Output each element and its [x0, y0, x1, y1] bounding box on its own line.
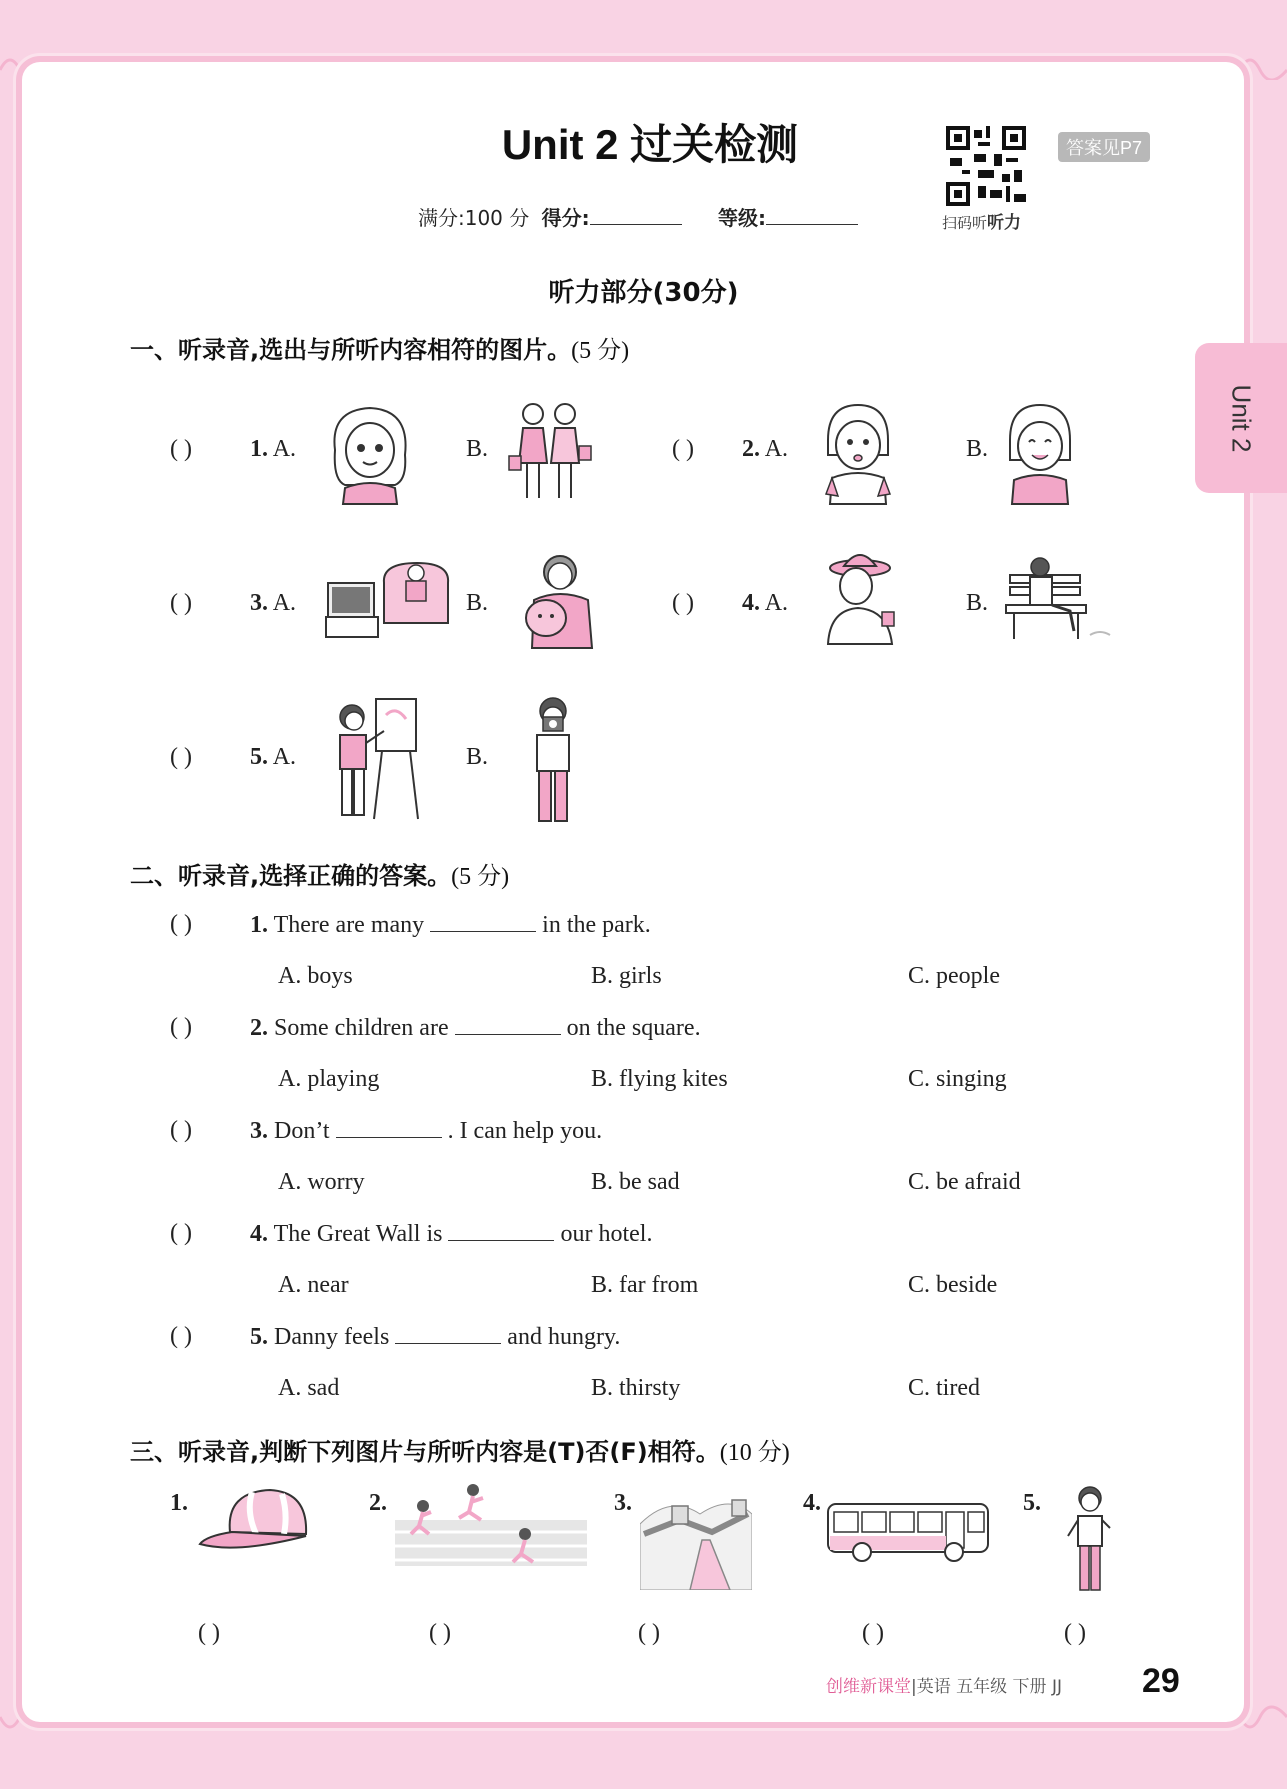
answer-blank[interactable] [395, 1323, 501, 1344]
item-number: 4. [250, 1221, 268, 1247]
qr-caption-prefix: 扫码听 [942, 215, 988, 232]
part3-heading-text: 三、听录音,判断下列图片与所听内容是(T)否(F)相符。 [130, 1438, 720, 1466]
part3-heading [130, 1432, 790, 1467]
sentence-before: Don’t [274, 1118, 330, 1144]
part2-question [250, 1117, 602, 1145]
option-c[interactable]: C. singing [908, 1066, 1007, 1092]
full-score-text: 满分:100 分 [418, 206, 530, 230]
answer-paren[interactable]: ( ) [170, 590, 192, 616]
boy-on-bench-icon[interactable] [1000, 555, 1118, 645]
item-number: 4. [803, 1490, 821, 1516]
option-b[interactable]: B. girls [591, 963, 662, 989]
tv-sofa-icon[interactable] [322, 553, 454, 643]
cap-icon[interactable] [196, 1486, 311, 1556]
sentence-after: . I can help you. [447, 1118, 603, 1144]
option-a[interactable]: A. near [278, 1272, 349, 1298]
answer-paren[interactable]: ( ) [170, 911, 192, 937]
part2-points: (5 分) [451, 864, 510, 890]
item-number: 2. [742, 436, 760, 462]
part2-question [250, 1323, 620, 1351]
option-c[interactable]: C. beside [908, 1272, 998, 1298]
score-blank[interactable] [590, 206, 682, 225]
option-c[interactable]: C. be afraid [908, 1169, 1021, 1195]
option-b[interactable]: B. far from [591, 1272, 699, 1298]
item-number: 3. [614, 1490, 632, 1516]
answer-paren[interactable]: ( ) [170, 1014, 192, 1040]
option-a-label: A. [272, 436, 297, 462]
girl-long-hair-icon[interactable] [325, 400, 415, 505]
item-number: 5. [250, 744, 268, 770]
answer-paren[interactable]: ( ) [170, 744, 192, 770]
answer-paren[interactable]: ( ) [862, 1620, 884, 1646]
part1-heading-text: 一、听录音,选出与所听内容相符的图片。 [130, 336, 572, 364]
answer-paren[interactable]: ( ) [638, 1620, 660, 1646]
option-b[interactable]: B. thirsty [591, 1375, 681, 1401]
answer-paren[interactable]: ( ) [672, 590, 694, 616]
answer-paren[interactable]: ( ) [170, 436, 192, 462]
answer-blank[interactable] [430, 911, 536, 932]
item-number: 1. [250, 912, 268, 938]
item-number: 1. [250, 436, 268, 462]
running-race-icon[interactable] [395, 1484, 587, 1570]
item-number: 5. [1023, 1490, 1041, 1516]
sentence-after: and hungry. [507, 1324, 621, 1350]
woman-with-hat-icon[interactable] [818, 544, 902, 646]
option-a-label: A. [764, 436, 789, 462]
item-number: 4. [742, 590, 760, 616]
part2-question [250, 1220, 652, 1248]
part2-question [250, 1014, 701, 1042]
answer-reference-badge: 答案见P7 [1058, 132, 1150, 162]
part2-heading [130, 856, 509, 891]
two-girls-shopping-icon[interactable] [505, 398, 595, 506]
part1-points: (5 分) [571, 338, 630, 364]
part3-points: (10 分) [719, 1440, 790, 1466]
sad-girl-icon[interactable] [818, 400, 898, 505]
item-number: 5. [250, 1324, 268, 1350]
page-title: Unit 2 过关检测 [501, 121, 799, 168]
option-c[interactable]: C. people [908, 963, 1000, 989]
option-b[interactable]: B. be sad [591, 1169, 680, 1195]
option-b-label: B. [466, 436, 489, 462]
sentence-after: our hotel. [560, 1221, 653, 1247]
answer-blank[interactable] [455, 1014, 561, 1035]
qr-caption [942, 208, 1021, 233]
great-wall-icon[interactable] [640, 1484, 752, 1590]
woman-with-doll-icon[interactable] [512, 550, 597, 650]
option-b[interactable]: B. flying kites [591, 1066, 728, 1092]
option-a-label: A. [272, 744, 297, 770]
answer-paren[interactable]: ( ) [170, 1220, 192, 1246]
sentence-after: on the square. [566, 1015, 701, 1041]
answer-blank[interactable] [336, 1117, 442, 1138]
worksheet-page [22, 62, 1244, 1722]
item-number: 2. [369, 1490, 387, 1516]
item-number: 3. [250, 590, 268, 616]
boy-taking-photo-icon[interactable] [525, 695, 585, 827]
grade-label: 等级: [718, 206, 766, 230]
option-a-label: A. [764, 590, 789, 616]
page-number: 29 [1142, 1662, 1180, 1700]
bus-icon[interactable] [826, 1500, 992, 1566]
option-b-label: B. [466, 744, 489, 770]
option-b-label: B. [966, 436, 989, 462]
answer-paren[interactable]: ( ) [198, 1620, 220, 1646]
boy-standing-icon[interactable] [1060, 1484, 1120, 1596]
answer-paren[interactable]: ( ) [672, 436, 694, 462]
sentence-before: Danny feels [274, 1324, 390, 1350]
answer-paren[interactable]: ( ) [170, 1323, 192, 1349]
score-label: 得分: [541, 206, 590, 230]
option-a[interactable]: A. sad [278, 1375, 340, 1401]
answer-blank[interactable] [448, 1220, 554, 1241]
option-a[interactable]: A. worry [278, 1169, 365, 1195]
qr-code-icon[interactable] [946, 126, 1026, 206]
answer-paren[interactable]: ( ) [429, 1620, 451, 1646]
answer-paren[interactable]: ( ) [1064, 1620, 1086, 1646]
answer-paren[interactable]: ( ) [170, 1117, 192, 1143]
option-b-label: B. [966, 590, 989, 616]
sentence-before: There are many [273, 912, 425, 938]
grade-blank[interactable] [766, 206, 858, 225]
option-a-label: A. [272, 590, 297, 616]
footer-subject: |英语 五年级 下册 JJ [911, 1677, 1062, 1697]
happy-girl-icon[interactable] [1000, 400, 1080, 505]
part2-heading-text: 二、听录音,选择正确的答案。 [130, 862, 452, 890]
part2-question [250, 911, 651, 939]
item-number: 2. [250, 1015, 268, 1041]
qr-caption-bold: 听力 [987, 213, 1022, 232]
option-a[interactable]: A. boys [278, 963, 353, 989]
item-number: 1. [170, 1490, 188, 1516]
sentence-before: Some children are [274, 1015, 449, 1041]
unit-side-tab [1195, 343, 1287, 493]
option-b-label: B. [466, 590, 489, 616]
unit-side-tab-label: Unit 2 [1226, 384, 1257, 452]
footer-book-info [826, 1672, 1062, 1697]
sentence-after: in the park. [542, 912, 651, 938]
option-a[interactable]: A. playing [278, 1066, 380, 1092]
footer-brand: 创维新课堂 [826, 1677, 911, 1697]
part1-heading [130, 330, 629, 365]
score-line [418, 202, 882, 231]
item-number: 3. [250, 1118, 268, 1144]
sentence-before: The Great Wall is [273, 1221, 443, 1247]
listening-section-title: 听力部分(30分) [548, 278, 739, 308]
option-c[interactable]: C. tired [908, 1375, 980, 1401]
boy-painting-icon[interactable] [330, 695, 425, 825]
